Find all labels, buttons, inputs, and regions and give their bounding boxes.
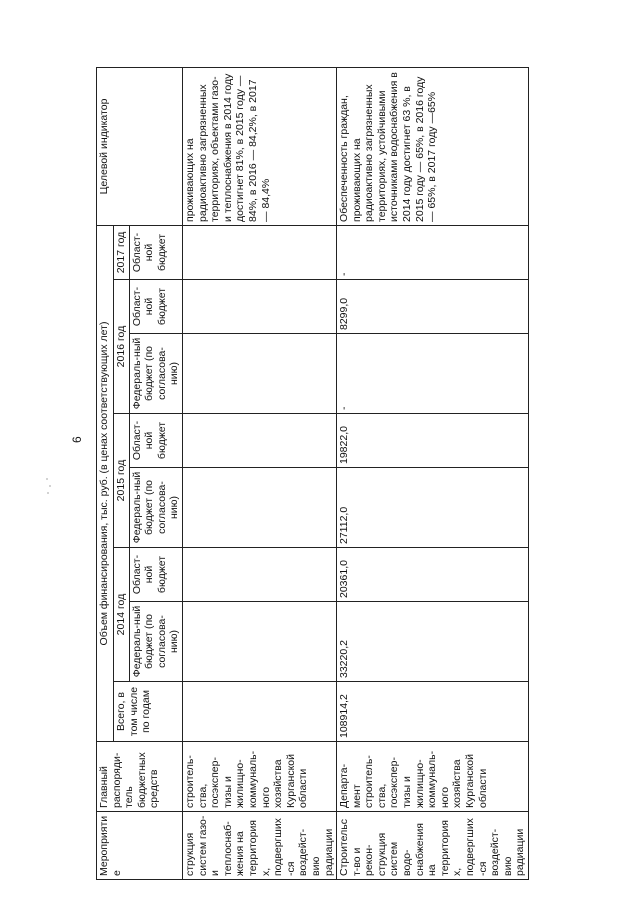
cell-regional-2014 <box>182 548 336 602</box>
cell-regional-2017 <box>182 225 336 279</box>
stray-marks <box>44 476 54 496</box>
cell-regional-2015 <box>182 414 336 468</box>
cell-total <box>182 682 336 742</box>
cell-regional-2017: - <box>337 225 529 279</box>
header-year-2014: 2014 год <box>114 548 130 682</box>
header-indicator: Целевой индикатор <box>97 67 183 225</box>
page-number: 6 <box>70 436 84 443</box>
funding-table <box>96 67 529 880</box>
header-total: Всего, в том числе по годам <box>114 682 183 742</box>
header-year-2015: 2015 год <box>114 414 130 548</box>
header-measure: Мероприятие <box>97 812 183 880</box>
header-year-2016: 2016 год <box>114 280 130 414</box>
cell-manager: строитель-ства, госэкспер-тизы и жилищно-коммуналь-ного хозяйства Курганской области <box>182 742 336 812</box>
header-regional-2014: Област-ной бюджет <box>129 548 182 602</box>
header-federal-2014: Федераль-ный бюджет (по согласова-нию) <box>129 602 182 682</box>
cell-regional-2015: 19822,0 <box>337 414 529 468</box>
cell-indicator: Обеспеченность граждан, проживающих на радиоактивно загрязненных территориях, устойчивыми источниками водоснабжения в 2014 году достигнет 63 %, в 2015 году — 65%, в 2016 году — 65%, в 2017 году —65% <box>337 67 529 225</box>
header-manager: Главный распоряди-тель бюджетных средств <box>97 742 183 812</box>
header-regional-2016: Област-ной бюджет <box>129 280 182 334</box>
cell-total: 108914,2 <box>337 682 529 742</box>
cell-federal-2014: 33220,2 <box>337 602 529 682</box>
table-row <box>182 67 336 879</box>
header-year-2017: 2017 год <box>114 225 130 279</box>
cell-manager: Департа-мент строитель-ства, госэкспер-тизы и жилищно-коммуналь-ного хозяйства Курганской области <box>337 742 529 812</box>
cell-measure: Строительст-во и рекон-струкция систем водо-снабжения на территориях, подвергших-ся воздейст-вию радиации <box>337 812 529 880</box>
cell-federal-2016 <box>182 334 336 414</box>
rotated-table-frame <box>96 68 608 880</box>
cell-federal-2014 <box>182 602 336 682</box>
table-row <box>337 67 529 879</box>
cell-regional-2016 <box>182 280 336 334</box>
header-federal-2016: Федераль-ный бюджет (по согласова-нию) <box>129 334 182 414</box>
cell-measure: струкция систем газо- и теплоснаб-жения на территориях, подвергших-ся воздейст-вию радиации <box>182 812 336 880</box>
cell-regional-2016: 8299,0 <box>337 280 529 334</box>
header-row-1 <box>97 67 114 879</box>
cell-federal-2015 <box>182 468 336 548</box>
cell-regional-2014: 20361,0 <box>337 548 529 602</box>
cell-indicator: проживающих на радиоактивно загрязненных территориях, объектами газо- и теплоснабжения в 2014 году достигнет 81%, в 2015 году — 84%, в 2016 — 84,2%, в 2017 — 84,4% <box>182 67 336 225</box>
header-regional-2017: Област-ной бюджет <box>129 225 182 279</box>
header-funding-group: Объем финансирования, тыс. руб. (в ценах соответствующих лет) <box>97 225 114 741</box>
cell-federal-2015: 27112,0 <box>337 468 529 548</box>
header-federal-2015: Федераль-ный бюджет (по согласова-нию) <box>129 468 182 548</box>
header-regional-2015: Област-ной бюджет <box>129 414 182 468</box>
cell-federal-2016: - <box>337 334 529 414</box>
